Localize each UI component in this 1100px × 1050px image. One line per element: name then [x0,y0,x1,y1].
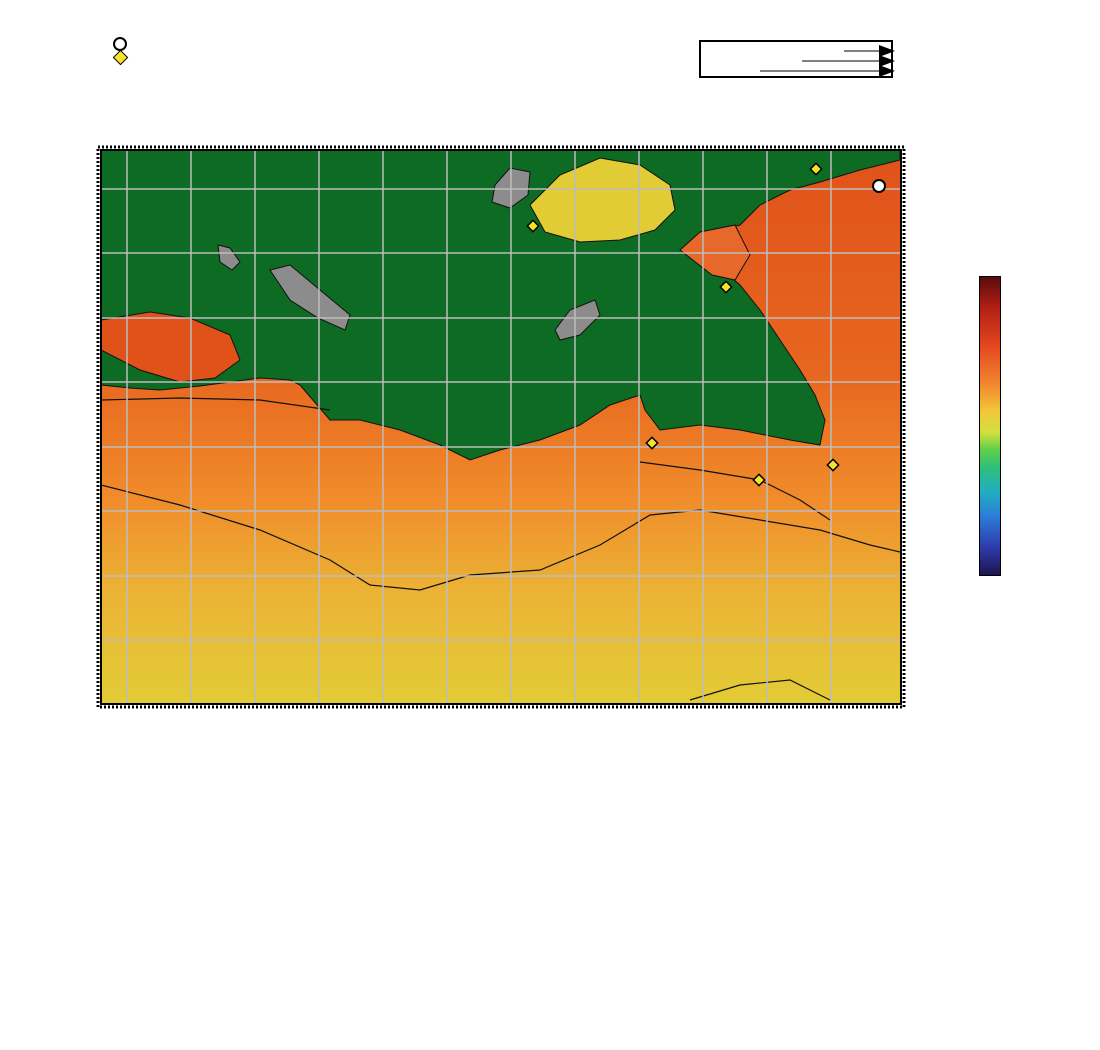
usm-station-marker[interactable] [873,180,885,192]
colorbar [979,276,1001,576]
